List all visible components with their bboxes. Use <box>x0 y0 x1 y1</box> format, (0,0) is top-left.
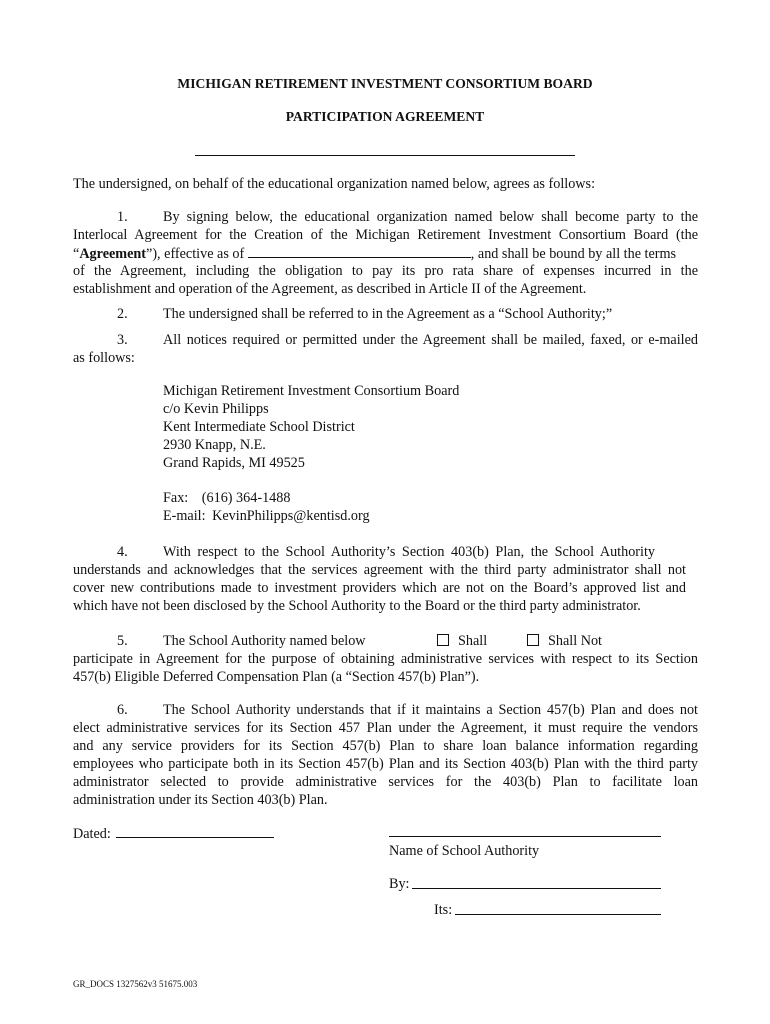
document-title: MICHIGAN RETIREMENT INVESTMENT CONSORTIUM BOARD <box>177 76 593 91</box>
p5-lead: The School Authority named below <box>163 633 366 649</box>
p6-line5: administrator selected to provide administrative services for the 403(b) Plan to facilitate loan <box>73 774 698 790</box>
address-line5: Grand Rapids, MI 49525 <box>163 455 305 471</box>
by-line <box>389 876 410 893</box>
address-line1: Michigan Retirement Investment Consortium Board <box>163 383 460 399</box>
shall-checkbox[interactable] <box>437 634 449 646</box>
address-line4: 2930 Knapp, N.E. <box>163 437 266 453</box>
p4-line3: cover new contributions made to investment providers which are not on the Board’s approved list and <box>73 580 686 596</box>
its-label: Its: <box>434 902 453 918</box>
title-rule <box>195 155 575 156</box>
p3-line1: All notices required or permitted under the Agreement shall be mailed, faxed, or e-mailed <box>163 332 698 348</box>
p6-line1: The School Authority understands that if it maintains a Section 457(b) Plan and does not <box>163 702 698 718</box>
p1-line1: By signing below, the educational organization named below shall become party to the <box>163 209 698 225</box>
fax-number: (616) 364-1488 <box>201 490 291 506</box>
document-subtitle: PARTICIPATION AGREEMENT <box>285 109 485 124</box>
p6-line3: and any service providers for its Section 457(b) Plan to share loan balance information regarding <box>73 738 698 754</box>
fax-label: Fax: <box>163 490 189 506</box>
p6-line6: administration under its Section 403(b) Plan. <box>73 792 328 808</box>
p5-line3: 457(b) Eligible Deferred Compensation Plan (a “Section 457(b) Plan”). <box>73 669 480 685</box>
address-line3: Kent Intermediate School District <box>163 419 355 435</box>
its-title-field[interactable] <box>455 914 661 915</box>
p3-line2: as follows: <box>73 350 135 366</box>
p2-text: The undersigned shall be referred to in the Agreement as a “School Authority;” <box>163 306 613 322</box>
email-address: KevinPhilipps@kentisd.org <box>212 508 370 524</box>
address-line2: c/o Kevin Philipps <box>163 401 269 417</box>
document-footer-id: GR_DOCS 1327562v3 51675.003 <box>73 979 198 989</box>
shall-option[interactable] <box>437 633 487 650</box>
p4-line4: which have not been disclosed by the School Authority to the Board or the third party administrator. <box>73 598 641 614</box>
email-label: E-mail: <box>163 508 206 524</box>
p1-line4: of the Agreement, including the obligation to pay its pro rata share of expenses incurred in the <box>73 263 698 279</box>
email-line <box>163 508 370 525</box>
dated-label: Dated: <box>73 826 111 842</box>
p5-number: 5. <box>117 633 128 649</box>
school-authority-name-field[interactable] <box>389 836 661 837</box>
p1-line3 <box>73 245 698 263</box>
p1-line2: Interlocal Agreement for the Creation of the Michigan Retirement Investment Consortium Board (the <box>73 227 698 243</box>
notice-address <box>163 382 459 472</box>
p4-number: 4. <box>117 544 128 560</box>
shall-label: Shall <box>458 633 488 649</box>
p6-line4: employees who participate both in its Section 457(b) Plan and its Section 403(b) Plan with the third party <box>73 756 698 772</box>
shall-not-checkbox[interactable] <box>527 634 539 646</box>
p1-effective-label: ”), effective as of <box>146 246 245 262</box>
school-authority-name-label: Name of School Authority <box>389 843 540 859</box>
p1-bound-text: , and shall be bound by all the terms <box>470 246 677 262</box>
p6-line2: elect administrative services for its Section 457 Plan under the Agreement, it must require the vendors <box>73 720 698 736</box>
p4-line2: understands and acknowledges that the services agreement with the third party administrator shall not <box>73 562 686 578</box>
p4-line1: With respect to the School Authority’s Section 403(b) Plan, the School Authority <box>163 544 655 560</box>
by-signature-field[interactable] <box>412 888 661 889</box>
fax-line <box>163 490 290 507</box>
dated-line <box>73 825 274 843</box>
p1-open-quote: “ <box>73 246 80 262</box>
p1-agreement-term: Agreement <box>79 246 147 262</box>
by-label: By: <box>389 876 410 892</box>
p1-number: 1. <box>117 209 128 225</box>
p1-line5: establishment and operation of the Agreement, as described in Article II of the Agreement. <box>73 281 587 297</box>
shall-not-label: Shall Not <box>548 633 602 649</box>
p5-line2: participate in Agreement for the purpose of obtaining administrative services with respect to its Section <box>73 651 698 667</box>
p2-number: 2. <box>117 306 128 322</box>
p3-number: 3. <box>117 332 128 348</box>
effective-date-field[interactable] <box>248 245 471 258</box>
its-line <box>434 902 452 919</box>
shall-not-option[interactable] <box>527 633 602 650</box>
dated-field[interactable] <box>116 825 274 838</box>
p6-number: 6. <box>117 702 128 718</box>
intro-text: The undersigned, on behalf of the educational organization named below, agrees as follows: <box>73 176 596 192</box>
